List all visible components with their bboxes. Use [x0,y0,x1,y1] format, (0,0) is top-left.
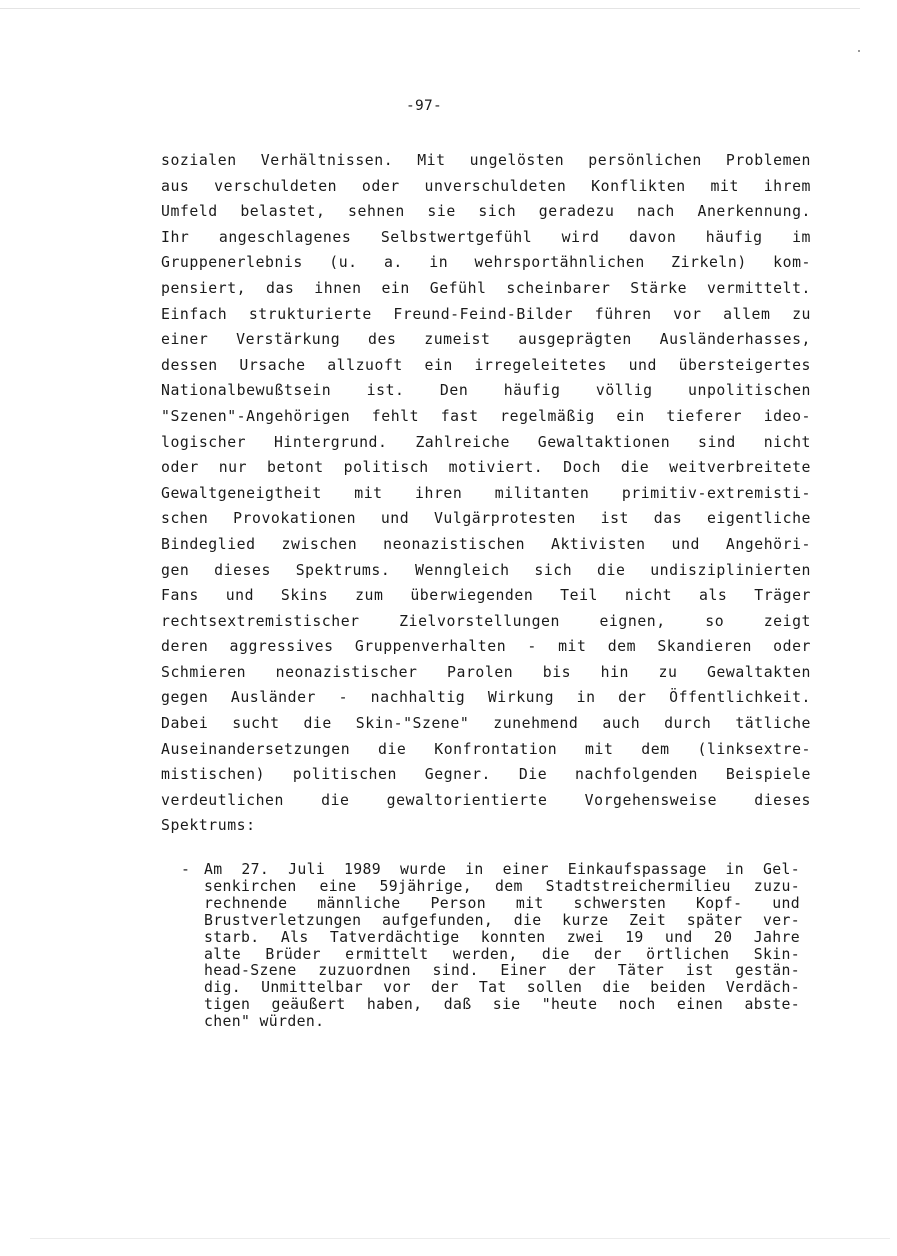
bullet-line: dig. Unmittelbar vor der Tat sollen die beiden Verdäch- [204,979,800,997]
paragraph-line: pensiert, das ihnen ein Gefühl scheinbarer Stärke vermittelt. [161,279,811,297]
paragraph-line: deren aggressives Gruppenverhalten - mit dem Skandieren oder [161,638,811,656]
bullet-line-last: chen" würden. [204,1013,325,1031]
paragraph-line: Auseinandersetzungen die Konfrontation mit dem (linksextre- [161,740,811,758]
paragraph-line: aus verschuldeten oder unverschuldeten Konflikten mit ihrem [161,177,811,195]
paragraph-line: oder nur betont politisch motiviert. Doch die weitverbreitete [161,459,811,477]
paragraph-line: schen Provokationen und Vulgärprotesten ist das eigentliche [161,510,811,528]
bullet-text [204,862,800,1031]
paragraph-line: Bindeglied zwischen neonazistischen Aktivisten und Angehöri- [161,535,811,553]
bullet-line: head-Szene zuzuordnen sind. Einer der Täter ist gestän- [204,962,800,980]
paragraph-line: gen dieses Spektrums. Wenngleich sich die undisziplinierten [161,561,811,579]
paragraph-line: einer Verstärkung des zumeist ausgeprägten Ausländerhasses, [161,331,811,349]
paragraph-line: Ihr angeschlagenes Selbstwertgefühl wird davon häufig im [161,228,811,246]
paragraph-line: rechtsextremistischer Zielvorstellungen eignen, so zeigt [161,612,811,630]
scan-edge-bottom [30,1238,890,1239]
paragraph-line: logischer Hintergrund. Zahlreiche Gewaltaktionen sind nicht [161,433,811,451]
scan-speck [858,50,860,52]
paragraph-line: dessen Ursache allzuoft ein irregeleitetes und übersteigertes [161,356,811,374]
paragraph-line: gegen Ausländer - nachhaltig Wirkung in der Öffentlichkeit. [161,689,811,707]
paragraph-line: Fans und Skins zum überwiegenden Teil nicht als Träger [161,587,811,605]
paragraph-line: Nationalbewußtsein ist. Den häufig völlig unpolitischen [161,382,811,400]
bullet-dash: - [181,861,190,878]
paragraph-line: Umfeld belastet, sehnen sie sich geradezu nach Anerkennung. [161,203,811,221]
paragraph-line: sozialen Verhältnissen. Mit ungelösten persönlichen Problemen [161,152,811,169]
paragraph-line: verdeutlichen die gewaltorientierte Vorgehensweise dieses [161,791,811,809]
paragraph-line: Gruppenerlebnis (u. a. in wehrsportähnlichen Zirkeln) kom- [161,254,811,272]
bullet-line: Brustverletzungen aufgefunden, die kurze Zeit später ver- [204,911,800,929]
paragraph-line: mistischen) politischen Gegner. Die nachfolgenden Beispiele [161,766,811,784]
bullet-line: rechnende männliche Person mit schwersten Kopf- und [204,894,800,912]
bullet-line: senkirchen eine 59jährige, dem Stadtstreichermilieu zuzu- [204,877,800,895]
paragraph-line: Dabei sucht die Skin-"Szene" zunehmend auch durch tätliche [161,715,811,733]
bullet-line: alte Brüder ermittelt werden, die der örtlichen Skin- [204,945,800,963]
page-number: -97- [405,98,443,114]
bullet-line: Am 27. Juli 1989 wurde in einer Einkaufspassage in Gel- [204,861,800,878]
bullet-line: starb. Als Tatverdächtige konnten zwei 19 und 20 Jahre [204,928,800,946]
scan-edge-top [0,8,860,9]
paragraph-line: "Szenen"-Angehörigen fehlt fast regelmäßig ein tieferer ideo- [161,407,811,425]
paragraph-line-last: Spektrums: [161,817,256,835]
paragraph-line: Schmieren neonazistischer Parolen bis hin zu Gewaltakten [161,663,811,681]
paragraph-line: Gewaltgeneigtheit mit ihren militanten primitiv-extremisti- [161,484,811,502]
bullet-line: tigen geäußert haben, daß sie "heute noch einen abste- [204,996,800,1014]
body-paragraph [161,148,811,839]
paragraph-line: Einfach strukturierte Freund-Feind-Bilder führen vor allem zu [161,305,811,323]
